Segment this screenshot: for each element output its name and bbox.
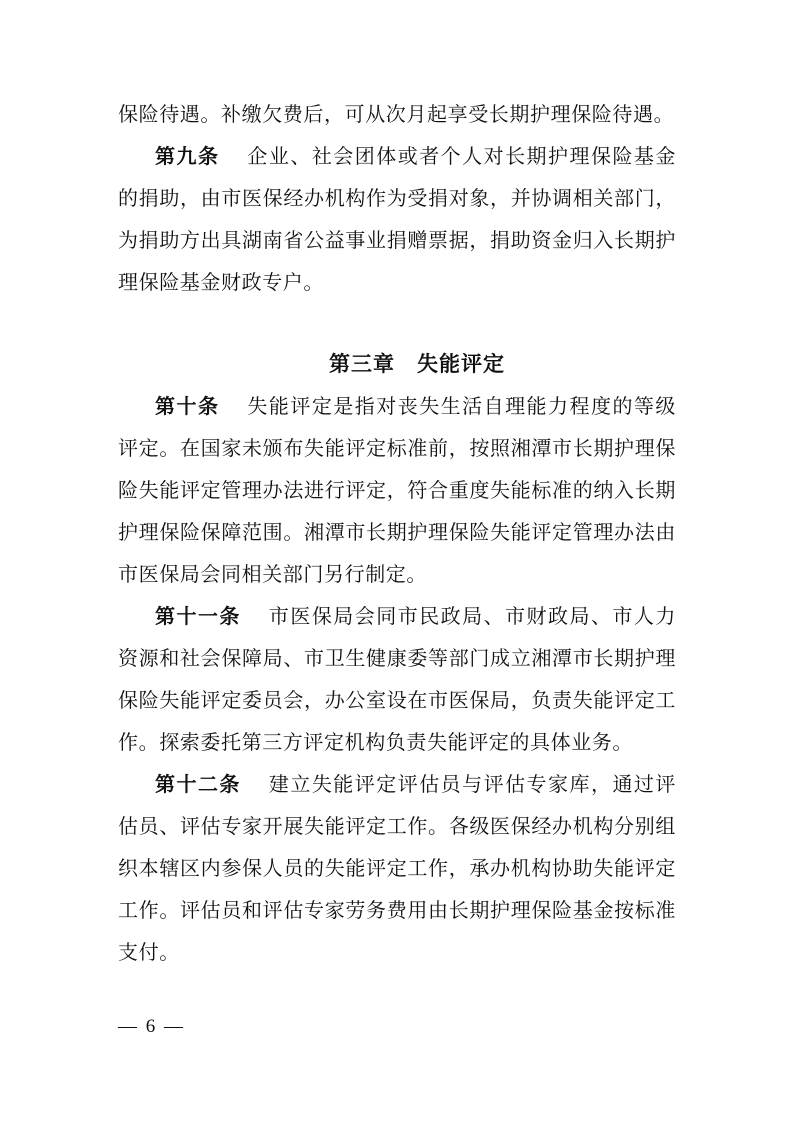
page-number: — 6 — — [118, 1016, 185, 1037]
document-body — [118, 94, 676, 974]
article-9-number: 第九条 — [155, 146, 220, 168]
chapter-heading: 第三章 失能评定 — [329, 353, 505, 376]
article-11-text: 市医保局会同市民政局、市财政局、市人力资源和社会保障局、市卫生健康委等部门成立湘潭市长期护理保险失能评定委员会，办公室设在市医保局，负责失能评定工作。探索委托第三方评定机构负责失能评定的具体业务。 — [118, 606, 676, 754]
paragraph-article-10 — [118, 386, 676, 596]
paragraph-article-12 — [118, 764, 676, 974]
article-9-text: 企业、社会团体或者个人对长期护理保险基金的捐助，由市医保经办机构作为受捐对象，并协调相关部门，为捐助方出具湖南省公益事业捐赠票据，捐助资金归入长期护理保险基金财政专户。 — [118, 146, 676, 294]
article-12-number: 第十二条 — [155, 774, 241, 796]
article-12-text: 建立失能评定评估员与评估专家库，通过评估员、评估专家开展失能评定工作。各级医保经办机构分别组织本辖区内参保人员的失能评定工作，承办机构协助失能评定工作。评估员和评估专家劳务费用由长期护理保险基金按标准支付。 — [118, 774, 676, 964]
article-10-text: 失能评定是指对丧失生活自理能力程度的等级评定。在国家未颁布失能评定标准前，按照湘潭市长期护理保险失能评定管理办法进行评定，符合重度失能标准的纳入长期护理保险保障范围。湘潭市长期护理保险失能评定管理办法由市医保局会同相关部门另行制定。 — [118, 396, 676, 586]
article-10-number: 第十条 — [155, 396, 220, 418]
paragraph-article-9 — [118, 136, 676, 304]
paragraph-article-11 — [118, 596, 676, 764]
paragraph-continuation: 保险待遇。补缴欠费后，可从次月起享受长期护理保险待遇。 — [118, 104, 675, 126]
article-11-number: 第十一条 — [155, 606, 241, 628]
